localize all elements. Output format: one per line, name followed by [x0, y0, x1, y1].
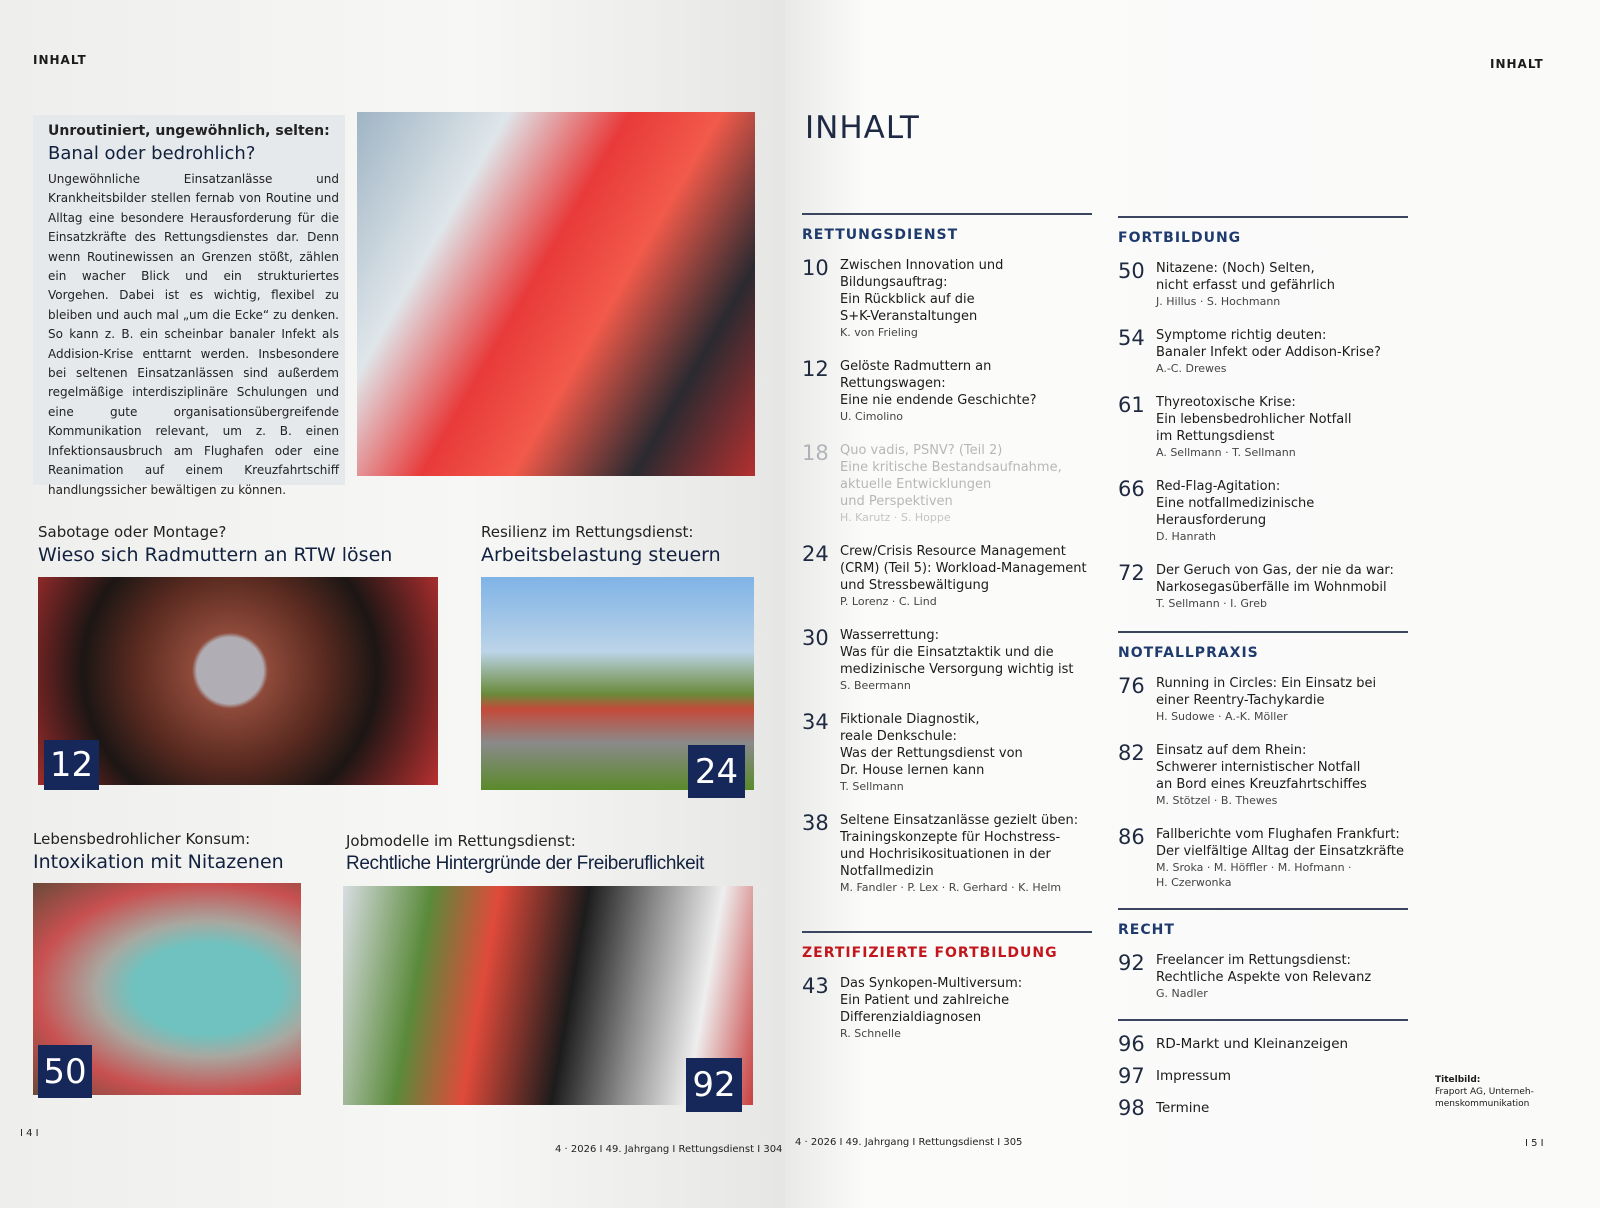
toc-entry[interactable]	[802, 543, 1092, 609]
teaser-kicker: Jobmodelle im Rettungsdienst:	[346, 832, 576, 850]
toc-entry-body	[1156, 327, 1381, 376]
toc-entry-title: Einsatz auf dem Rhein: Schwerer internistischer Notfall an Bord eines Kreuzfahrtschiffes	[1156, 743, 1367, 792]
feature-box	[33, 115, 345, 497]
toc-entry[interactable]	[802, 975, 1092, 1041]
toc-entry[interactable]	[1118, 327, 1408, 376]
toc-entry[interactable]	[1118, 1097, 1408, 1119]
toc-entry-authors: J. Hillus · S. Hochmann	[1156, 295, 1281, 308]
toc-entry[interactable]	[1118, 562, 1408, 611]
toc-entry-body	[840, 627, 1074, 693]
page-number-badge: 24	[688, 745, 745, 798]
toc-page-number: 30	[802, 626, 829, 650]
toc-entry-authors: M. Sroka · M. Höffler · M. Hofmann · H. Czerwonka	[1156, 861, 1352, 889]
toc-entry-authors: K. von Frieling	[840, 326, 918, 339]
toc-column-1	[802, 213, 1092, 1059]
toc-entry-body	[1156, 952, 1371, 1001]
toc-entry-authors: S. Beermann	[840, 679, 911, 692]
toc-entry-title: Zwischen Innovation und Bildungsauftrag: Ein Rückblick auf die S+K-Veranstaltungen	[840, 258, 1004, 324]
toc-entry-body	[1156, 1033, 1348, 1055]
toc-entry-authors: U. Cimolino	[840, 410, 904, 423]
teaser-kicker: Lebensbedrohlicher Konsum:	[33, 830, 251, 848]
toc-entry-title: Symptome richtig deuten: Banaler Infekt oder Addison-Krise?	[1156, 328, 1381, 360]
toc-entry-title: Wasserrettung: Was für die Einsatztaktik und die medizinische Versorgung wichtig ist	[840, 628, 1074, 677]
teaser-title: Rechtliche Hintergründe der Freiberuflichkeit	[346, 853, 704, 874]
toc-entry-body	[1156, 1065, 1231, 1087]
toc-entry[interactable]	[1118, 1065, 1408, 1087]
toc-page-number: 86	[1118, 825, 1145, 849]
toc-page-number: 50	[1118, 259, 1145, 283]
section-heading: FORTBILDUNG	[1118, 230, 1242, 246]
toc-entry-body	[840, 812, 1078, 895]
page-title: INHALT	[805, 110, 920, 146]
toc-entry[interactable]	[802, 812, 1092, 895]
toc-entry-authors: D. Hanrath	[1156, 530, 1216, 543]
toc-entry-authors: G. Nadler	[1156, 987, 1208, 1000]
page-number-badge: 12	[44, 740, 99, 790]
toc-entry-title: Running in Circles: Ein Einsatz bei einer Reentry-Tachykardie	[1156, 676, 1377, 708]
page-number-badge: 92	[686, 1058, 742, 1112]
toc-entry-body	[840, 358, 1037, 424]
toc-entry-body	[1156, 1097, 1209, 1119]
toc-entry-authors: R. Schnelle	[840, 1027, 901, 1040]
toc-entry[interactable]	[1118, 675, 1408, 724]
toc-entry-body	[1156, 742, 1367, 808]
toc-entry-body	[1156, 260, 1335, 309]
toc-entry-title: Gelöste Radmuttern an Rettungswagen: Eine nie endende Geschichte?	[840, 359, 1037, 408]
toc-entry-authors: A.-C. Drewes	[1156, 362, 1227, 375]
page-number: I 4 I	[20, 1128, 39, 1139]
toc-entry-authors: P. Lorenz · C. Lind	[840, 595, 937, 608]
toc-entry[interactable]	[1118, 952, 1408, 1001]
teaser-nitazene[interactable]	[33, 830, 313, 873]
toc-entry-body	[1156, 826, 1404, 890]
toc-entry[interactable]	[1118, 826, 1408, 890]
running-head: INHALT	[33, 53, 87, 67]
toc-entry[interactable]	[1118, 394, 1408, 460]
toc-page-number: 96	[1118, 1032, 1145, 1056]
toc-entry-body	[840, 711, 1023, 794]
toc-entry-body	[1156, 562, 1394, 611]
toc-entry-title: RD-Markt und Kleinanzeigen	[1156, 1036, 1349, 1052]
toc-page-number: 43	[802, 974, 829, 998]
toc-page-number: 98	[1118, 1096, 1145, 1120]
feature-text: Ungewöhnliche Einsatzanlässe und Krankheitsbilder stellen fernab von Routine und Alltag eine besondere Herausforderung für die Einsatzkräfte des Rettungsdienstes dar. Denn wenn Routinewissen an Grenzen stößt, zählen ein wacher Blick und ein strukturiertes Vorgehen. Dabei ist es wichtig, flexibel zu bleiben und auch mal „um die Ecke“ zu denken. So kann z. B. ein scheinbar banaler Infekt als Addision-Krise enttarnt werden. Insbesondere bei seltenen Einsatzanlässen sind außerdem regelmäßige interdisziplinäre Schulungen und eine gute organisationsübergreifende Kommunikation relevant, um z. B. einen Infektionsausbruch am Flughafen oder eine Reanimation auf einem Kreuzfahrtschiff handlungssicher bewältigen zu können.	[48, 172, 339, 497]
toc-page-number: 54	[1118, 326, 1145, 350]
toc-page-number: 72	[1118, 561, 1145, 585]
toc-entry[interactable]	[802, 442, 1092, 525]
page-number: I 5 I	[1525, 1138, 1544, 1149]
running-head: INHALT	[1490, 57, 1544, 71]
teaser-kicker: Resilienz im Rettungsdienst:	[481, 523, 694, 541]
toc-section	[1118, 1019, 1408, 1119]
toc-entry[interactable]	[1118, 742, 1408, 808]
toc-page-number: 24	[802, 542, 829, 566]
toc-page-number: 92	[1118, 951, 1145, 975]
toc-entry[interactable]	[802, 358, 1092, 424]
section-heading: RECHT	[1118, 922, 1175, 938]
teaser-title: Intoxikation mit Nitazenen	[33, 851, 284, 873]
toc-entry-title: Crew/Crisis Resource Management (CRM) (Teil 5): Workload-Management und Stressbewältigung	[840, 544, 1087, 593]
cover-credit	[1435, 1074, 1534, 1110]
feature-title: Banal oder bedrohlich?	[48, 143, 256, 164]
toc-entry[interactable]	[802, 257, 1092, 340]
toc-entry-title: Das Synkopen-Multiversum: Ein Patient und zahlreiche Differenzialdiagnosen	[840, 976, 1023, 1025]
toc-entry-authors: H. Karutz · S. Hoppe	[840, 511, 951, 524]
toc-entry-title: Red-Flag-Agitation: Eine notfallmedizinische Herausforderung	[1156, 479, 1315, 528]
cover-credit-label: Titelbild:	[1435, 1075, 1481, 1085]
toc-entry-body	[1156, 394, 1351, 460]
toc-page-number: 61	[1118, 393, 1145, 417]
toc-entry-authors: T. Sellmann	[840, 780, 904, 793]
toc-entry-title: Fallberichte vom Flughafen Frankfurt: Der vielfältige Alltag der Einsatzkräfte	[1156, 827, 1404, 859]
toc-entry-authors: M. Fandler · P. Lex · R. Gerhard · K. Helm	[840, 881, 1062, 894]
toc-entry-title: Nitazene: (Noch) Selten, nicht erfasst und gefährlich	[1156, 261, 1335, 293]
toc-entry-title: Fiktionale Diagnostik, reale Denkschule: Was der Rettungsdienst von Dr. House lernen kann	[840, 712, 1023, 778]
teaser-title: Wieso sich Radmuttern an RTW lösen	[38, 544, 393, 566]
toc-entry[interactable]	[802, 711, 1092, 794]
toc-entry[interactable]	[1118, 260, 1408, 309]
toc-page-number: 18	[802, 441, 829, 465]
toc-entry-authors: H. Sudowe · A.-K. Möller	[1156, 710, 1288, 723]
feature-photo-paramedic	[357, 112, 755, 476]
toc-section	[802, 213, 1092, 895]
toc-entry-title: Quo vadis, PSNV? (Teil 2) Eine kritische Bestandsaufnahme, aktuelle Entwicklungen und Perspektiven	[840, 443, 1062, 509]
toc-section	[1118, 908, 1408, 1001]
cover-credit-text: Fraport AG, Unterneh- menskommunikation	[1435, 1087, 1534, 1109]
section-divider	[1118, 908, 1408, 910]
teaser-radmuttern[interactable]	[38, 523, 438, 566]
toc-page-number: 82	[1118, 741, 1145, 765]
toc-entry-authors: T. Sellmann · I. Greb	[1156, 597, 1267, 610]
toc-section	[1118, 631, 1408, 890]
toc-page-number: 66	[1118, 477, 1145, 501]
toc-page-number: 12	[802, 357, 829, 381]
section-divider	[1118, 1019, 1408, 1021]
page-footer: 4 · 2026 I 49. Jahrgang I Rettungsdienst I 305	[795, 1137, 1023, 1148]
section-divider	[1118, 216, 1408, 218]
toc-entry-title: Termine	[1156, 1100, 1210, 1116]
toc-entry-title: Impressum	[1156, 1068, 1232, 1084]
section-heading: RETTUNGSDIENST	[802, 227, 959, 243]
toc-entry-body	[840, 543, 1087, 609]
toc-entry[interactable]	[802, 627, 1092, 693]
toc-section	[1118, 216, 1408, 611]
toc-page-number: 97	[1118, 1064, 1145, 1088]
toc-entry[interactable]	[1118, 1033, 1408, 1055]
toc-entry-authors: A. Sellmann · T. Sellmann	[1156, 446, 1296, 459]
toc-column-2	[1118, 216, 1408, 1129]
section-divider	[802, 213, 1092, 215]
toc-section	[802, 931, 1092, 1041]
feature-kicker: Unroutiniert, ungewöhnlich, selten:	[48, 123, 330, 139]
page-footer: 4 · 2026 I 49. Jahrgang I Rettungsdienst I 304	[555, 1144, 783, 1155]
teaser-resilienz[interactable]	[481, 523, 756, 566]
toc-entry-title: Freelancer im Rettungsdienst: Rechtliche Aspekte von Relevanz	[1156, 953, 1372, 985]
section-heading: ZERTIFIZIERTE FORTBILDUNG	[802, 945, 1058, 961]
teaser-jobmodelle[interactable]	[346, 832, 781, 875]
toc-entry-title: Seltene Einsatzanlässe gezielt üben: Trainingskonzepte für Hochstress- und Hochrisikosituationen in der Notfallmedizin	[840, 813, 1079, 879]
teaser-kicker: Sabotage oder Montage?	[38, 523, 227, 541]
toc-entry-authors: M. Stötzel · B. Thewes	[1156, 794, 1278, 807]
toc-entry-title: Der Geruch von Gas, der nie da war: Narkosegasüberfälle im Wohnmobil	[1156, 563, 1394, 595]
toc-entry-body	[1156, 478, 1314, 544]
toc-entry-body	[840, 442, 1062, 525]
toc-page-number: 34	[802, 710, 829, 734]
teaser-title: Arbeitsbelastung steuern	[481, 544, 721, 566]
toc-entry-title: Thyreotoxische Krise: Ein lebensbedrohlicher Notfall im Rettungsdienst	[1156, 395, 1352, 444]
toc-page-number: 76	[1118, 674, 1145, 698]
section-divider	[802, 931, 1092, 933]
toc-entry-body	[1156, 675, 1376, 724]
section-divider	[1118, 631, 1408, 633]
page-number-badge: 50	[38, 1045, 92, 1098]
left-page	[0, 0, 785, 1208]
toc-entry-body	[840, 975, 1022, 1041]
toc-page-number: 38	[802, 811, 829, 835]
section-heading: NOTFALLPRAXIS	[1118, 645, 1259, 661]
toc-page-number: 10	[802, 256, 829, 280]
toc-entry[interactable]	[1118, 478, 1408, 544]
toc-entry-body	[840, 257, 1003, 340]
